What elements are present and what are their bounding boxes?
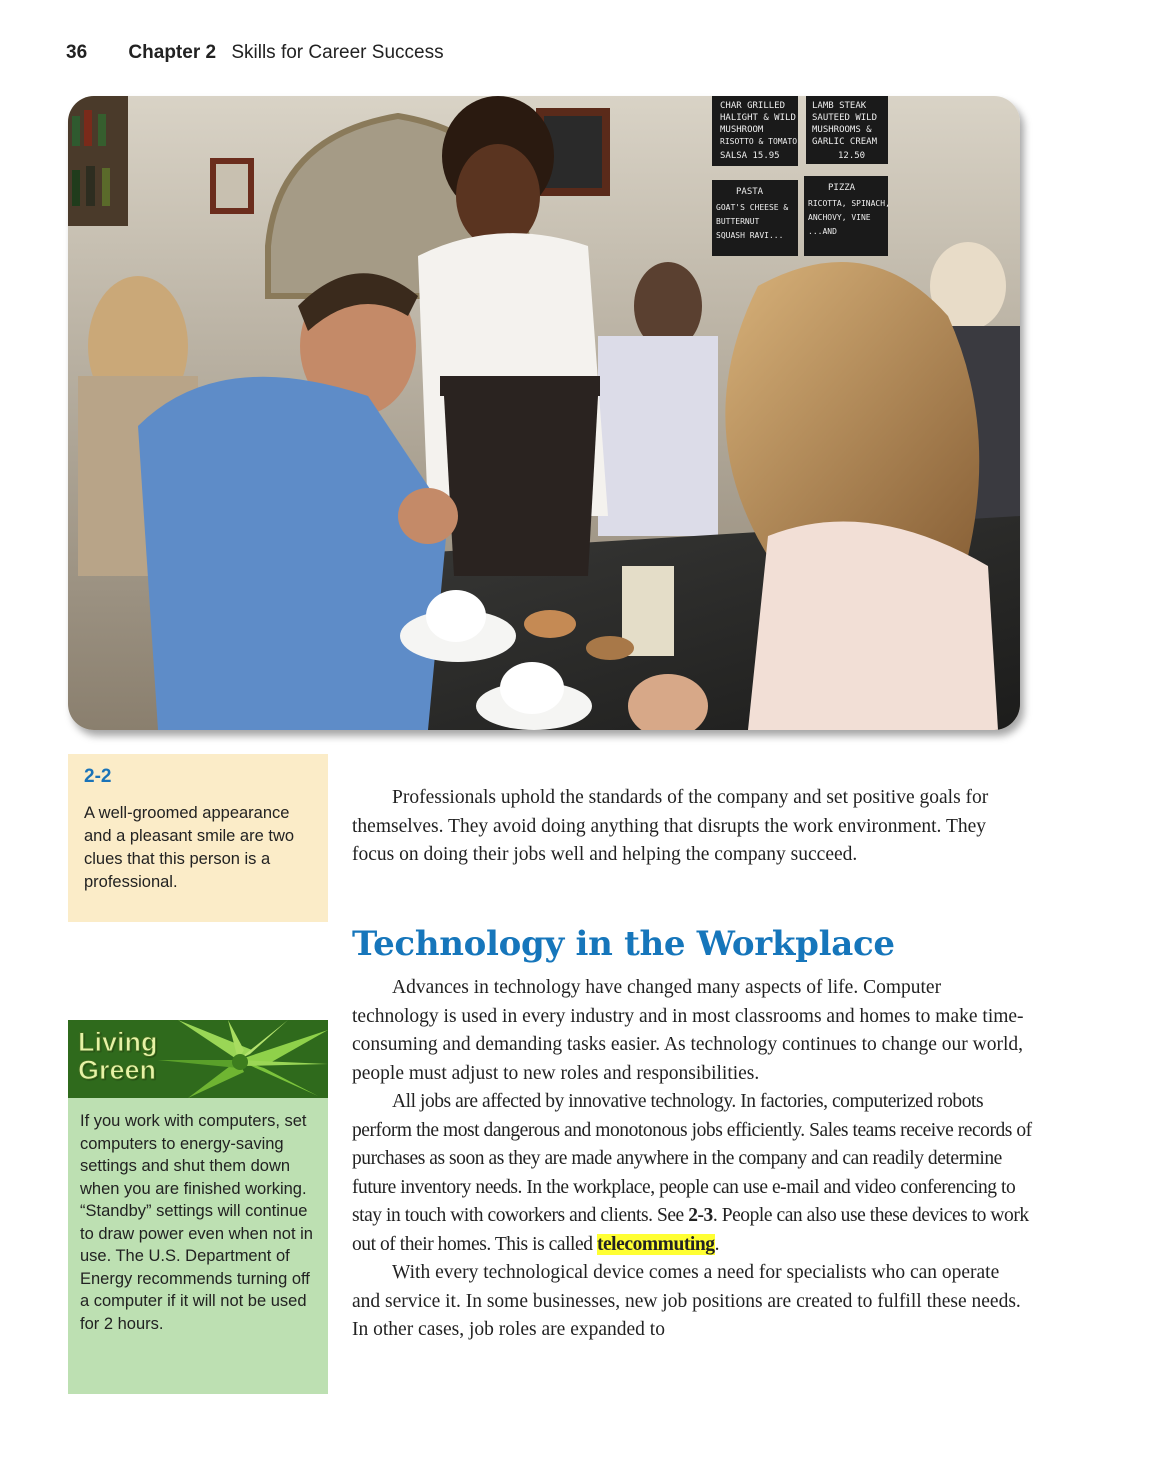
living-green-title-line1: Living: [78, 1027, 158, 1057]
paragraph-2-text-b: . People can also use these devices to work out of their homes. This is called: [352, 1205, 1029, 1255]
intro-paragraph: Professionals uphold the standards of the company and set positive goals for themselves. They avoid doing anything that disrupts the work environment. They focus on doing their jobs well and helping the company succeed.: [352, 787, 989, 865]
menu-board-1-line: MUSHROOM: [720, 125, 764, 135]
section-paragraph-2: [352, 1088, 1032, 1259]
living-green-sidebar: [68, 1020, 328, 1394]
menu-board-4-line: ANCHOVY, VINE: [808, 213, 871, 222]
paragraph-2-text-c: .: [714, 1233, 719, 1255]
menu-board-3-line: BUTTERNUT: [716, 217, 760, 226]
menu-board-4-line: ...AND: [808, 227, 837, 236]
intro-paragraph-block: [352, 784, 1032, 870]
menu-board-2-line: MUSHROOMS &: [812, 125, 872, 135]
living-green-title-line2: Green: [78, 1055, 157, 1085]
paragraph-2-text-a: All jobs are affected by innovative technology. In factories, computerized robots perform the most dangerous and monotonous jobs efficiently. Sales teams receive records of purchases as soon as they are made anywhere in the company and can readily determine future inventory needs. In the workplace, people can use e-mail and video conferencing to stay in touch with coworkers and clients. See: [352, 1091, 1032, 1226]
figure-reference: 2-3: [688, 1205, 713, 1226]
chapter-title: Skills for Career Success: [231, 42, 444, 63]
menu-board-2-line: SAUTEED WILD: [812, 113, 878, 123]
menu-board-1-line: HALIGHT & WILD: [720, 113, 796, 123]
menu-board-3-line: SQUASH RAVI...: [716, 231, 784, 240]
section-heading: Technology in the Workplace: [352, 924, 895, 964]
restaurant-photo: [68, 96, 1020, 730]
menu-board-1-line: SALSA 15.95: [720, 151, 780, 161]
page-number: 36: [66, 42, 88, 63]
chapter-label: Chapter 2: [128, 42, 217, 63]
menu-board-3-line: PASTA: [736, 187, 764, 197]
menu-board-1-line: RISOTTO & TOMATO: [720, 137, 798, 146]
menu-board-2-line: GARLIC CREAM: [812, 137, 878, 147]
menu-board-2-line: 12.50: [838, 151, 866, 161]
figure-number: 2-2: [84, 766, 112, 787]
menu-board-4-line: PIZZA: [828, 183, 856, 193]
living-green-text: If you work with computers, set computers to energy-saving settings and shut them down when you are finished working. “Standby” settings will continue to draw power even when not in use. The U.S. Department of Energy recommends turning off a computer if it will not be used for 2 hours.: [80, 1112, 313, 1333]
caption-text: A well-groomed appearance and a pleasant smile are two clues that this person is a professional.: [84, 804, 295, 891]
menu-board-4-line: RICOTTA, SPINACH,: [808, 199, 890, 208]
running-header: [66, 42, 444, 64]
highlighted-term: telecommuting: [596, 1233, 715, 1255]
section-paragraph-3: With every technological device comes a need for specialists who can operate and service it. In some businesses, new job positions are created to fulfill these needs. In other cases, job roles are expanded to: [352, 1262, 1021, 1340]
menu-board-2-line: LAMB STEAK: [812, 101, 867, 111]
menu-board-3-line: GOAT'S CHEESE &: [716, 203, 789, 212]
section-body: [352, 974, 1032, 1345]
figure-caption: [68, 754, 328, 922]
section-paragraph-1: Advances in technology have changed many aspects of life. Computer technology is used in every industry and in most classrooms and homes to make time-consuming and demanding tasks easier. As technology continues to change our world, people must adjust to new roles and responsibilities.: [352, 977, 1024, 1084]
living-green-banner: [68, 1020, 328, 1098]
menu-board-1-line: CHAR GRILLED: [720, 101, 786, 111]
